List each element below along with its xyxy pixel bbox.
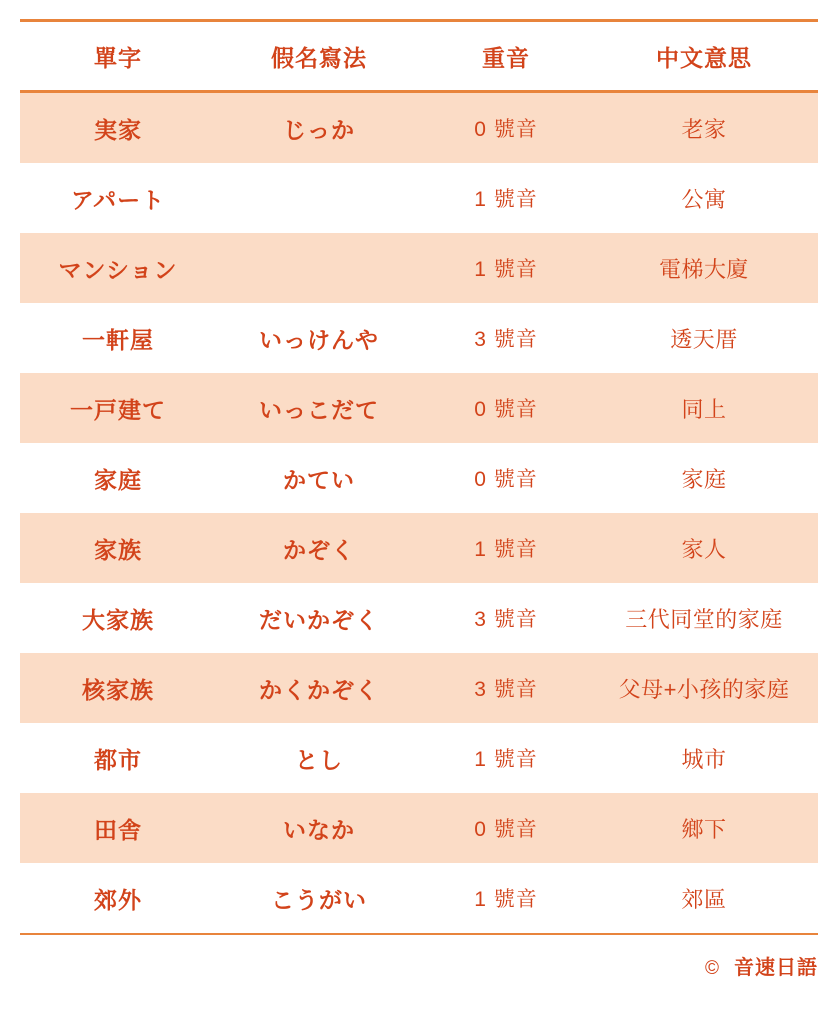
cell-kana: いっけんや <box>216 303 422 373</box>
table-row <box>20 723 818 793</box>
cell-word: 家族 <box>20 513 216 583</box>
footer-credit <box>20 951 818 980</box>
cell-word: 実家 <box>20 92 216 164</box>
cell-word: アパート <box>20 163 216 233</box>
cell-word: 一軒屋 <box>20 303 216 373</box>
cell-meaning: 鄉下 <box>590 793 818 863</box>
cell-kana: こうがい <box>216 863 422 934</box>
copyright-icon: © <box>705 958 720 979</box>
cell-pitch: 0 號音 <box>422 92 590 164</box>
table-header <box>20 21 818 92</box>
cell-word: 一戸建て <box>20 373 216 443</box>
cell-pitch: 1 號音 <box>422 233 590 303</box>
cell-kana: かくかぞく <box>216 653 422 723</box>
cell-meaning: 家庭 <box>590 443 818 513</box>
cell-word: マンション <box>20 233 216 303</box>
cell-kana: かてい <box>216 443 422 513</box>
cell-word: 大家族 <box>20 583 216 653</box>
cell-meaning: 老家 <box>590 92 818 164</box>
cell-meaning: 公寓 <box>590 163 818 233</box>
vocabulary-sheet <box>0 19 838 1021</box>
table-row <box>20 303 818 373</box>
column-header-pitch: 重音 <box>422 21 590 92</box>
cell-meaning: 城市 <box>590 723 818 793</box>
cell-kana: いっこだて <box>216 373 422 443</box>
table-row <box>20 653 818 723</box>
column-header-meaning: 中文意思 <box>590 21 818 92</box>
cell-kana: だいかぞく <box>216 583 422 653</box>
table-row <box>20 92 818 164</box>
table-row <box>20 443 818 513</box>
table-row <box>20 233 818 303</box>
cell-pitch: 0 號音 <box>422 373 590 443</box>
table-row <box>20 163 818 233</box>
cell-meaning: 透天厝 <box>590 303 818 373</box>
table-header-row <box>20 21 818 92</box>
cell-word: 核家族 <box>20 653 216 723</box>
cell-pitch: 3 號音 <box>422 653 590 723</box>
cell-word: 都市 <box>20 723 216 793</box>
cell-kana: いなか <box>216 793 422 863</box>
table-row <box>20 513 818 583</box>
cell-pitch: 0 號音 <box>422 443 590 513</box>
cell-meaning: 家人 <box>590 513 818 583</box>
vocabulary-table <box>20 19 818 935</box>
cell-word: 郊外 <box>20 863 216 934</box>
cell-pitch: 1 號音 <box>422 163 590 233</box>
cell-kana: とし <box>216 723 422 793</box>
cell-pitch: 1 號音 <box>422 723 590 793</box>
cell-meaning: 電梯大廈 <box>590 233 818 303</box>
cell-kana: かぞく <box>216 513 422 583</box>
cell-pitch: 1 號音 <box>422 863 590 934</box>
table-row <box>20 863 818 934</box>
cell-meaning: 郊區 <box>590 863 818 934</box>
cell-pitch: 1 號音 <box>422 513 590 583</box>
table-row <box>20 793 818 863</box>
table-row <box>20 583 818 653</box>
cell-pitch: 3 號音 <box>422 303 590 373</box>
table-row <box>20 373 818 443</box>
cell-word: 家庭 <box>20 443 216 513</box>
cell-meaning: 三代同堂的家庭 <box>590 583 818 653</box>
brand-name: 音速日語 <box>734 957 818 979</box>
column-header-kana: 假名寫法 <box>216 21 422 92</box>
cell-meaning: 父母+小孩的家庭 <box>590 653 818 723</box>
cell-kana: じっか <box>216 92 422 164</box>
cell-kana <box>216 163 422 233</box>
cell-meaning: 同上 <box>590 373 818 443</box>
cell-kana <box>216 233 422 303</box>
cell-pitch: 3 號音 <box>422 583 590 653</box>
column-header-word: 單字 <box>20 21 216 92</box>
cell-word: 田舎 <box>20 793 216 863</box>
table-body <box>20 92 818 935</box>
cell-pitch: 0 號音 <box>422 793 590 863</box>
